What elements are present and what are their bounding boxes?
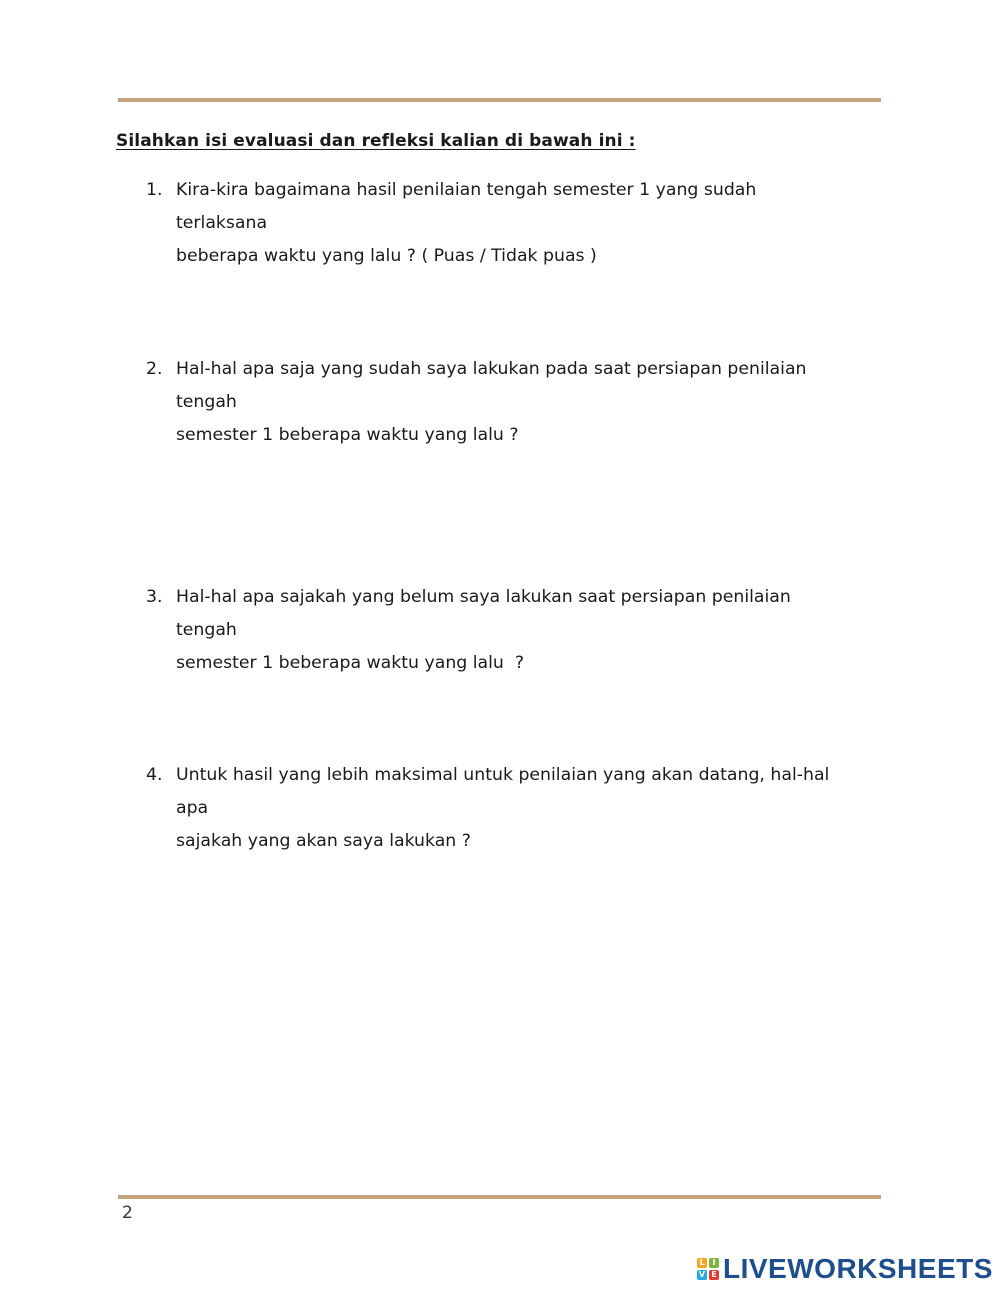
question-text: Hal-hal apa saja yang sudah saya lakukan pada saat persiapan penilaian tengah semester 1 beberapa waktu yang lalu ? [176, 359, 807, 445]
question-text: Hal-hal apa sajakah yang belum saya lakukan saat persiapan penilaian tengah semester 1 beberapa waktu yang lalu ? [176, 587, 791, 673]
question-3 [146, 581, 846, 680]
logo-letter-e: E [709, 1270, 719, 1280]
top-divider [118, 98, 881, 102]
question-number: 2. [146, 359, 163, 379]
question-text: Untuk hasil yang lebih maksimal untuk penilaian yang akan datang, hal-hal apa sajakah yang akan saya lakukan ? [176, 765, 830, 851]
page-heading: Silahkan isi evaluasi dan refleksi kalian di bawah ini : [116, 131, 636, 151]
page-number: 2 [122, 1203, 133, 1223]
liveworksheets-brand[interactable] [697, 1253, 993, 1285]
question-4 [146, 759, 846, 858]
bottom-divider [118, 1195, 881, 1199]
question-number: 1. [146, 180, 163, 200]
brand-name: LIVEWORKSHEETS [723, 1253, 993, 1284]
liveworksheets-logo-icon [697, 1258, 719, 1280]
question-1 [146, 174, 846, 273]
question-2 [146, 353, 846, 452]
question-number: 4. [146, 765, 163, 785]
question-number: 3. [146, 587, 163, 607]
logo-letter-l: L [697, 1258, 707, 1268]
logo-letter-v: V [698, 1270, 706, 1279]
logo-letter-i: I [709, 1258, 719, 1268]
question-text: Kira-kira bagaimana hasil penilaian tengah semester 1 yang sudah terlaksana beberapa waktu yang lalu ? ( Puas / Tidak puas ) [176, 180, 757, 266]
